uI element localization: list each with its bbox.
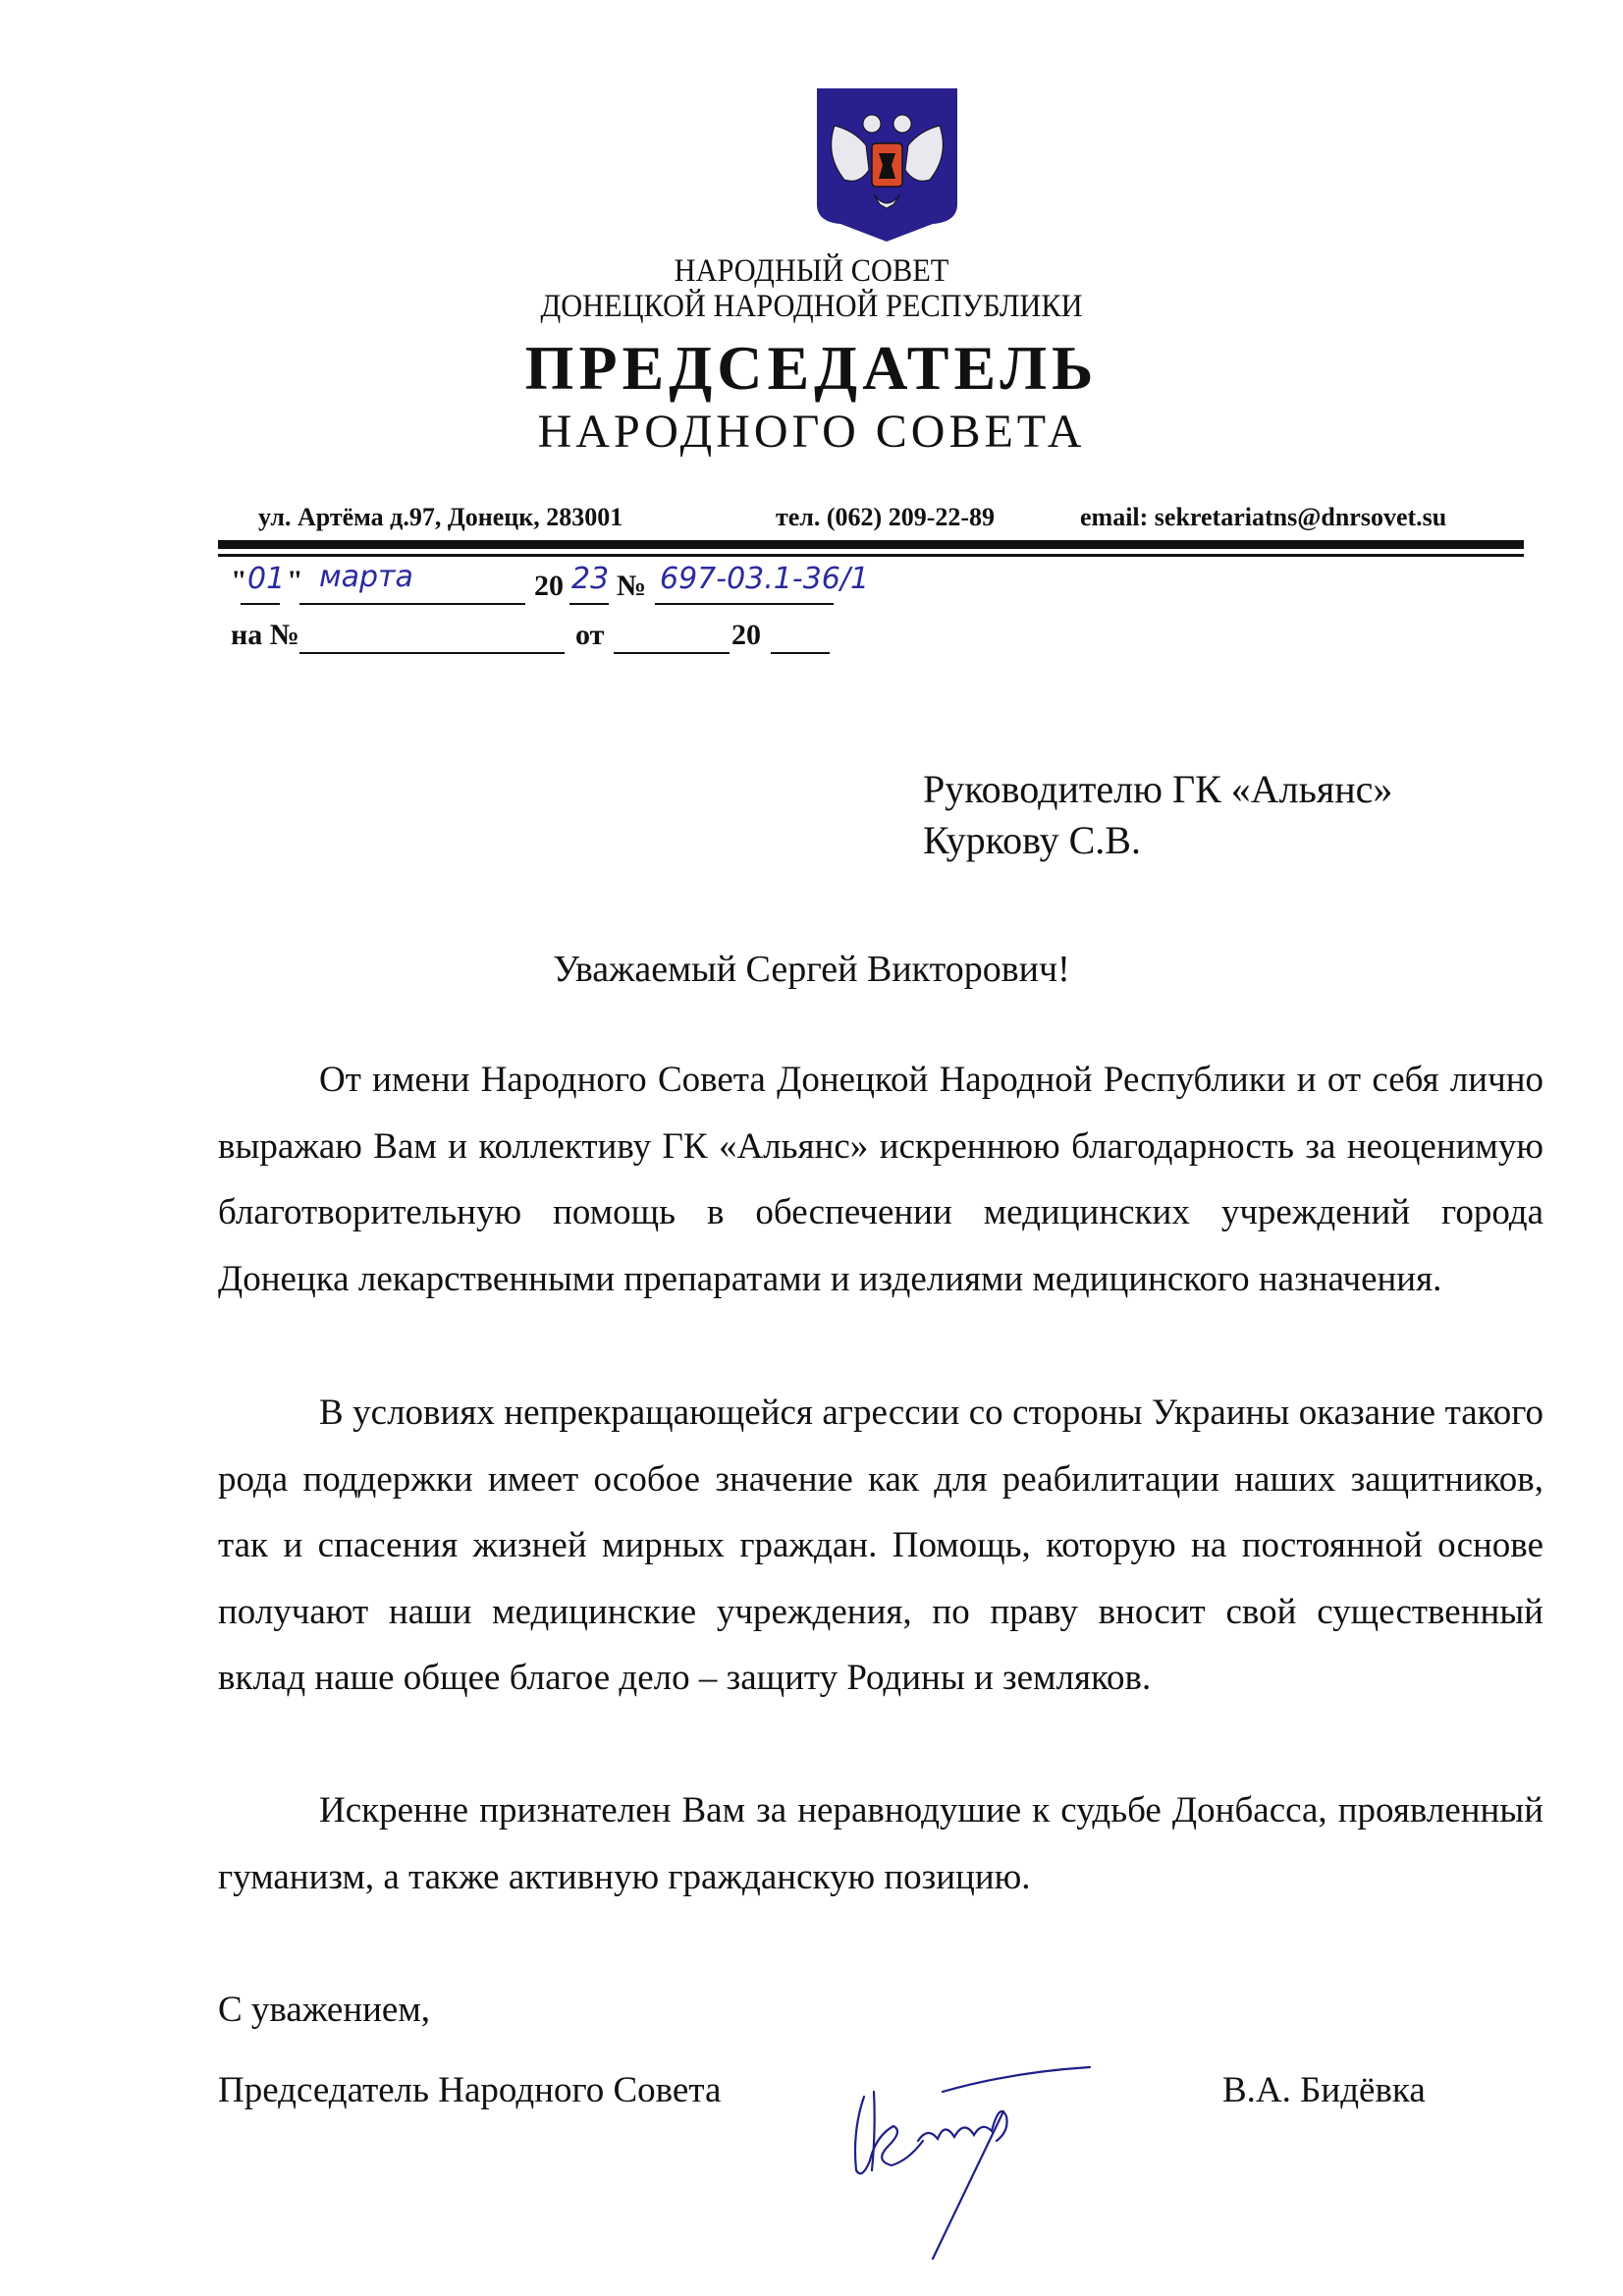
salutation: Уважаемый Сергей Викторович! [553,949,1070,990]
reg-year-line [569,603,609,605]
dpr-coat-of-arms-icon [815,86,959,244]
body-paragraph-2 [218,1380,1543,1712]
ref-year-line [771,652,830,654]
signatory-title: Председатель Народного Совета [218,2070,722,2110]
reg-number-line [655,603,834,605]
org-name-line2: ДОНЕЦКОЙ НАРОДНОЙ РЕСПУБЛИКИ [540,289,1083,324]
ref-label: на № [231,619,299,651]
recipient-name: Куркову С.В. [923,818,1141,862]
email: email: sekretariatns@dnrsovet.su [1080,503,1447,531]
recipient-position: Руководителю ГК «Альянс» [923,767,1393,811]
ref-date-line [614,652,730,654]
reg-day-line [241,603,280,605]
header-rule-thin [218,554,1524,557]
letterhead-title: ПРЕДСЕДАТЕЛЬ [524,333,1099,403]
org-name-line1: НАРОДНЫЙ СОВЕТ [674,253,949,289]
quote-open: " [231,565,247,597]
paragraph-text: В условиях непрекращающейся агрессии со стороны Украины оказание такого рода поддержки имеет особое значение как для реабилитации наших защитников, так и спасения жизней мирных граждан. Помощь, которую на постоянной основе получают наши медицинские учреждения, по праву вносит свой существенный вклад наше общее благое дело – защиту Родины и земляков. [218,1393,1543,1698]
reg-year-suffix: 23 [571,562,610,596]
reg-number: 697-03.1-36/1 [660,562,870,596]
reg-month: марта [319,560,413,594]
ref-from-label: от [575,619,605,651]
reg-year-prefix: 20 [534,570,564,602]
reg-day: 01 [247,562,286,596]
ref-number-line [299,652,565,654]
phone: тел. (062) 209-22-89 [776,503,996,531]
address: ул. Артёма д.97, Донецк, 283001 [258,503,623,531]
header-rule-thick [218,540,1524,549]
reg-number-label: № [617,570,647,602]
reg-month-line [299,603,525,605]
quote-close: " [287,565,303,597]
handwritten-signature-icon [835,2023,1159,2269]
signatory-name: В.А. Бидёвка [1222,2070,1426,2110]
body-paragraph-3 [218,1777,1543,1910]
letterhead-subtitle: НАРОДНОГО СОВЕТА [537,406,1086,458]
ref-year-prefix: 20 [731,619,761,651]
paragraph-text: Искренне признателен Вам за неравнодушие к судьбе Донбасса, проявленный гуманизм, а также активную гражданскую позицию. [218,1790,1543,1897]
closing: С уважением, [218,1990,431,2030]
body-paragraph-1 [218,1047,1543,1312]
paragraph-text: От имени Народного Совета Донецкой Народной Республики и от себя лично выражаю Вам и коллективу ГК «Альянс» искреннюю благодарность за неоценимую благотворительную помощь в обеспечении медицинских учреждений города Донецка лекарственными препаратами и изделиями медицинского назначения. [218,1060,1543,1299]
